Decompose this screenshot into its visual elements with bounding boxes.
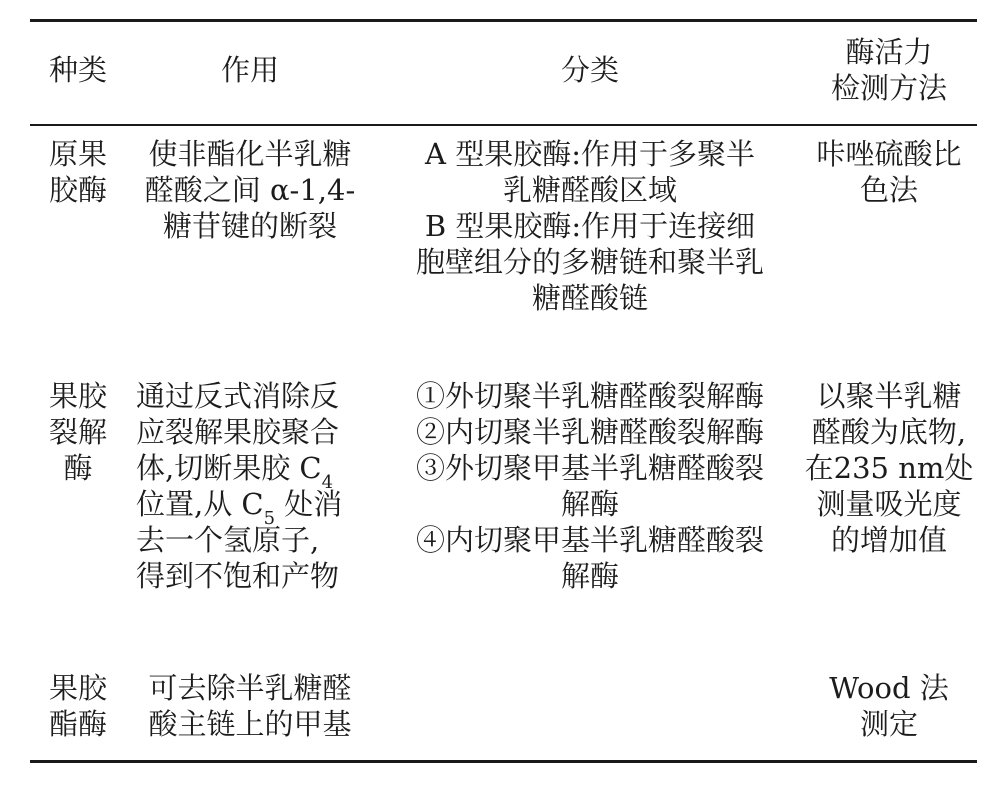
header-method: 酶活力 检测方法	[830, 35, 947, 105]
top-rule	[30, 19, 977, 22]
row2-method: 以聚半乳糖 醛酸为底物, 在235 nm处 测量吸光度 的增加值	[804, 379, 974, 557]
row3-method: Wood 法 测定	[829, 671, 949, 741]
header-classification: 分类	[560, 53, 619, 87]
row2-classification: ①外切聚半乳糖醛酸裂解酶 ②内切聚半乳糖醛酸裂解酶 ③外切聚甲基半乳糖醛酸裂 解酶 ④内切聚甲基半乳糖醛酸裂 解酶	[415, 379, 764, 593]
row2-type: 果胶 裂解 酶	[48, 379, 107, 485]
row3-type: 果胶 酯酶	[48, 671, 107, 741]
header-type: 种类	[48, 53, 107, 87]
row1-classification: A 型果胶酶:作用于多聚半 乳糖醛酸区域 B 型果胶酶:作用于连接细 胞壁组分的多糖链和聚半乳 糖醛酸链	[415, 137, 764, 315]
header-function: 作用	[220, 53, 279, 87]
row3-function: 可去除半乳糖醛 酸主链上的甲基	[148, 671, 352, 741]
row1-type: 原果 胶酶	[48, 137, 107, 207]
row2-function: 通过反式消除反 应裂解果胶聚合 体,切断果胶 $C_4$ 位置,从 $C_5$ 处消 去一个氢原子, 得到不饱和产物	[136, 379, 343, 593]
row1-method: 咔唑硫酸比 色法	[816, 137, 962, 207]
row1-function: 使非酯化半乳糖 醛酸之间 α-1,4- 糖苷键的断裂	[144, 137, 356, 243]
bottom-rule	[30, 760, 977, 763]
header-rule	[30, 124, 977, 126]
